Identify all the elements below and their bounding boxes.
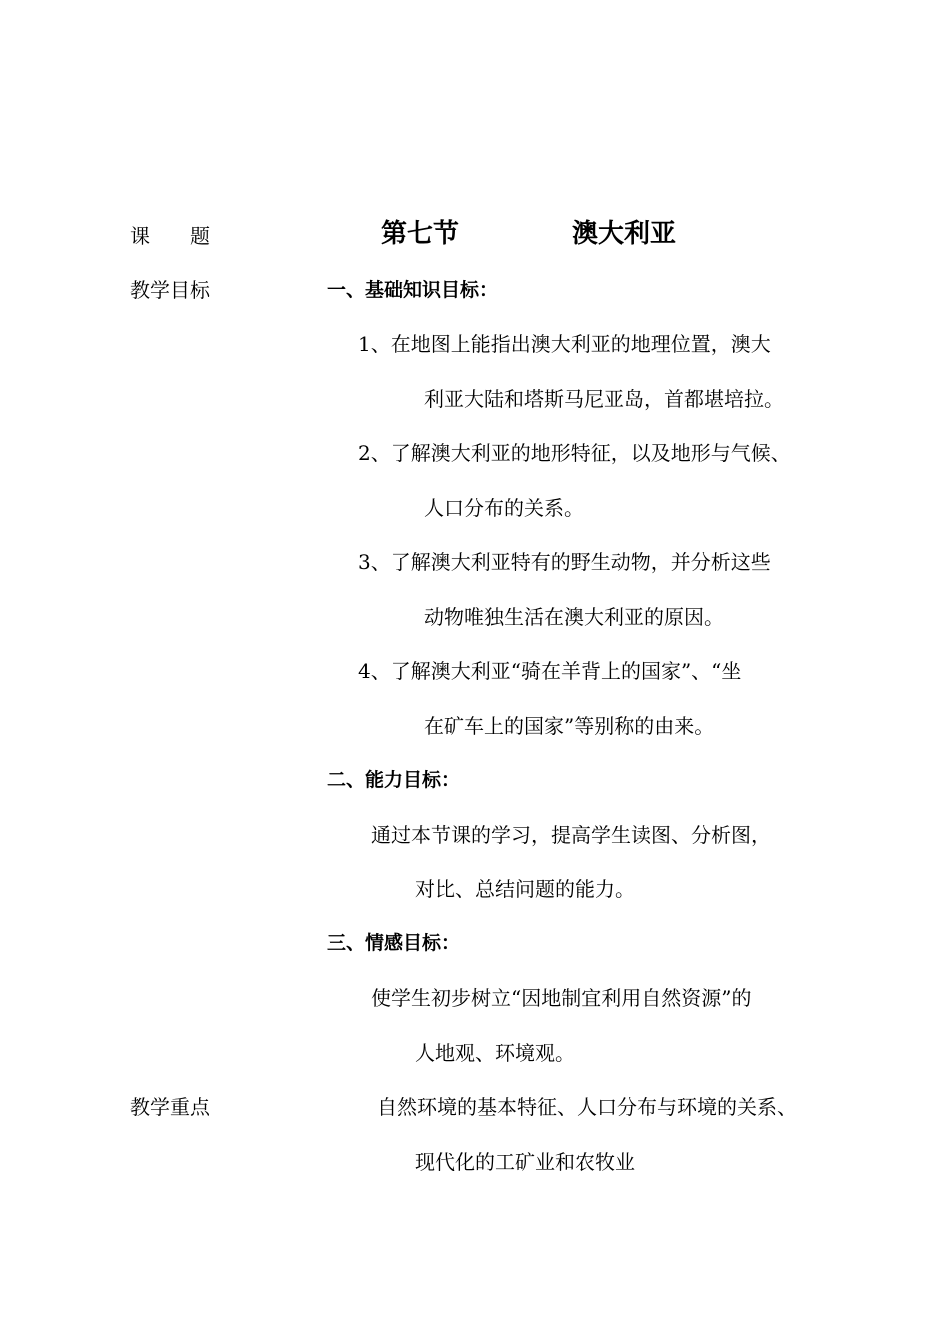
section-number: 第七节 (381, 219, 460, 249)
knowledge-item-2-line1: 2、了解澳大利亚的地形特征，以及地形与气候、 (358, 441, 791, 465)
knowledge-heading: 一、基础知识目标： (327, 279, 499, 301)
ability-line1: 通过本节课的学习，提高学生读图、分析图， (371, 823, 771, 847)
knowledge-item-4-line2: 在矿车上的国家”等别称的由来。 (424, 714, 715, 738)
knowledge-item-3-line2: 动物唯独生活在澳大利亚的原因。 (424, 605, 724, 629)
knowledge-item-1-line1: 1、在地图上能指出澳大利亚的地理位置，澳大 (358, 332, 771, 356)
section-title: 澳大利亚 (572, 219, 677, 249)
knowledge-item-2-line2: 人口分布的关系。 (424, 496, 584, 520)
emotion-line1: 使学生初步树立“因地制宜利用自然资源”的 (371, 986, 752, 1010)
key-points-line1: 自然环境的基本特征、人口分布与环境的关系、 (377, 1095, 797, 1119)
objectives-label: 教学目标 (130, 278, 210, 302)
key-points-label: 教学重点 (130, 1095, 210, 1119)
knowledge-item-3-line1: 3、了解澳大利亚特有的野生动物，并分析这些 (358, 550, 771, 574)
key-points-line2: 现代化的工矿业和农牧业 (415, 1150, 635, 1174)
emotion-line2: 人地观、环境观。 (415, 1041, 575, 1065)
ability-heading: 二、能力目标： (327, 769, 461, 791)
knowledge-item-4-line1: 4、了解澳大利亚“骑在羊背上的国家”、“坐 (358, 659, 742, 683)
topic-label: 课 题 (130, 224, 210, 248)
ability-line2: 对比、总结问题的能力。 (415, 877, 635, 901)
emotion-heading: 三、情感目标： (327, 932, 461, 954)
knowledge-item-1-line2: 利亚大陆和塔斯马尼亚岛，首都堪培拉。 (424, 387, 784, 411)
